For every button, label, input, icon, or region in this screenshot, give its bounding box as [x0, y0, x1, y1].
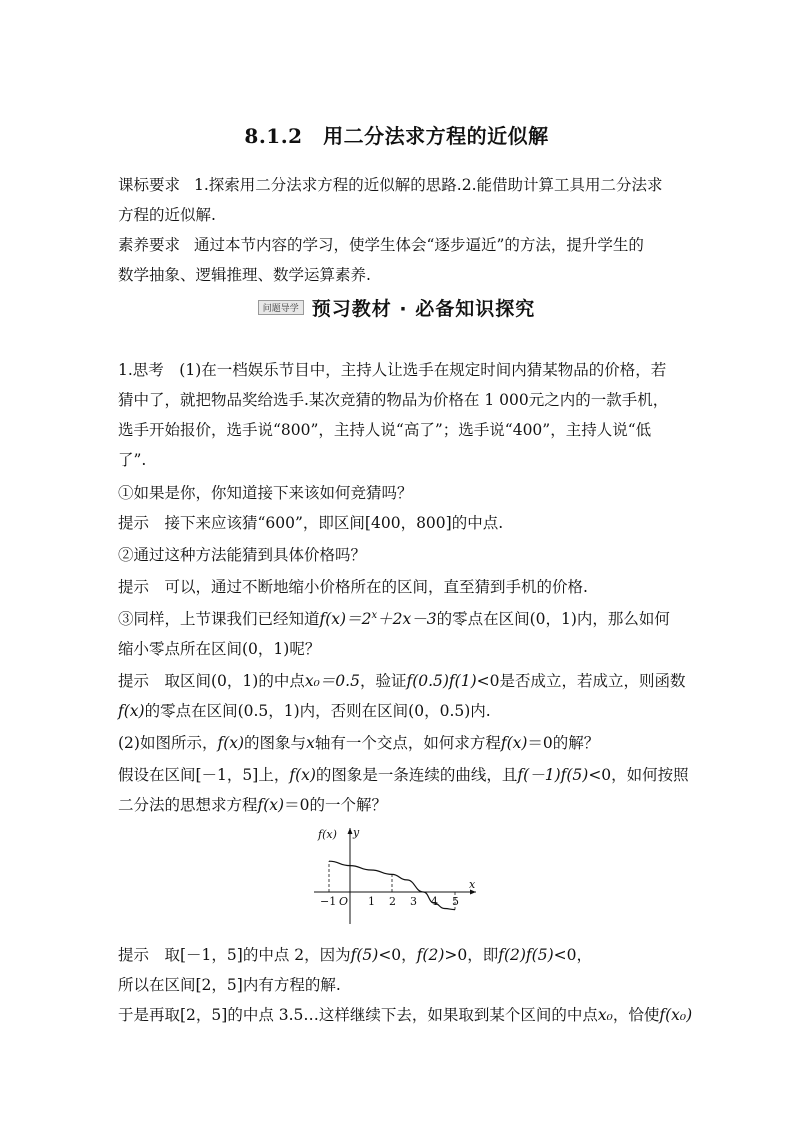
hint-line-2: 所以在区间[2，5]内有方程的解.	[118, 976, 341, 994]
question-3-line-2: 缩小零点所在区间(0，1)呢？	[118, 640, 321, 658]
literacy-text-1: 通过本节内容的学习，使学生体会“逐步逼近”的方法，提升学生的	[194, 236, 644, 254]
a3-text-a: 提示 取区间(0，1)的中点	[118, 672, 305, 690]
think-line-4: 了”.	[118, 451, 147, 469]
page-title: 8.1.2 用二分法求方程的近似解	[244, 124, 549, 148]
answer-3-line-2	[118, 696, 680, 726]
part-2-line: (2)如图所示，f(x)的图象与x轴有一个交点，如何求方程f(x)＝0的解？	[118, 734, 600, 752]
part-3-line-2: 二分法的思想求方程f(x)＝0的一个解？	[118, 796, 387, 814]
x-tick-label: 1	[368, 895, 375, 908]
curriculum-label: 课标要求	[118, 176, 181, 194]
answer-3-line-1	[118, 666, 686, 696]
a3-text-b: ，验证	[359, 672, 407, 690]
part-3-line-1: 假设在区间[－1，5]上，f(x)的图象是一条连续的曲线，且f(－1)f(5)<0，如何按照	[118, 766, 689, 784]
answer-1: 提示 接下来应该猜“600”，即区间[400，800]的中点.	[118, 514, 504, 532]
think-line-1: 1.思考 (1)在一档娱乐节目中，主持人让选手在规定时间内猜某物品的价格，若	[118, 361, 667, 379]
fx-definition: $f(x)=2^x+2x-3$	[319, 609, 437, 628]
think-line-3: 选手开始报价，选手说“800”，主持人说“高了”；选手说“400”，主持人说“低	[118, 421, 652, 439]
origin-label: O	[338, 895, 348, 908]
literacy-line-1	[118, 230, 680, 260]
x-tick-label: 3	[410, 895, 417, 908]
hint-line-1: 提示 取[－1，5]的中点 2，因为f(5)<0，f(2)>0，即f(2)f(5)<0，	[118, 946, 592, 964]
curriculum-text-1: 1.探索用二分法求方程的近似解的思路.2.能借助计算工具用二分法求	[194, 176, 663, 194]
q3-text-b: 的零点在区间(0，1)内，那么如何	[436, 610, 670, 628]
hint-line-3: 于是再取[2，5]的中点 3.5…这样继续下去，如果取到某个区间的中点x₀，恰使f(x₀)	[118, 1006, 693, 1024]
a3-text-c: <0是否成立，若成立，则函数	[476, 672, 686, 690]
x-axis-label: x	[469, 878, 476, 891]
x0-value: x₀＝0.5	[304, 672, 360, 690]
question-2: ②通过这种方法能猜到具体价格吗？	[118, 546, 367, 564]
a3-text-d: 的零点在区间(0.5，1)内，否则在区间(0，0.5)内.	[144, 702, 491, 720]
f05f1-expr: f(0.5)f(1)	[406, 672, 477, 690]
x-tick-label: −1	[320, 895, 337, 908]
fx-expr: f(x)	[118, 702, 145, 720]
curriculum-line-2: 方程的近似解.	[118, 206, 216, 224]
answer-2: 提示 可以，通过不断地缩小价格所在的区间，直至猜到手机的价格.	[118, 578, 588, 596]
question-3-line-1	[118, 604, 680, 634]
curriculum-line-1	[118, 170, 680, 200]
literacy-label: 素养要求	[118, 236, 181, 254]
x-tick-label: 4	[431, 895, 438, 908]
x-tick-label: 5	[452, 895, 459, 908]
curve-label: f(x)	[318, 828, 337, 841]
section-tag: 问题导学	[258, 300, 304, 315]
question-1: ①如果是你，你知道接下来该如何竞猜吗？	[118, 484, 413, 502]
y-axis-label: y	[353, 826, 360, 839]
literacy-line-2: 数学抽象、逻辑推理、数学运算素养.	[118, 266, 371, 284]
q3-text-a: ③同样，上节课我们已经知道	[118, 610, 320, 628]
x-tick-label: 2	[389, 895, 396, 908]
section-heading: 预习教材 · 必备知识探究	[311, 298, 536, 320]
function-graph	[308, 824, 483, 934]
section-header	[0, 294, 793, 321]
think-line-2: 猜中了，就把物品奖给选手.某次竞猜的物品为价格在 1 000元之内的一款手机，	[118, 391, 669, 409]
y-axis-arrow-icon	[348, 828, 353, 834]
